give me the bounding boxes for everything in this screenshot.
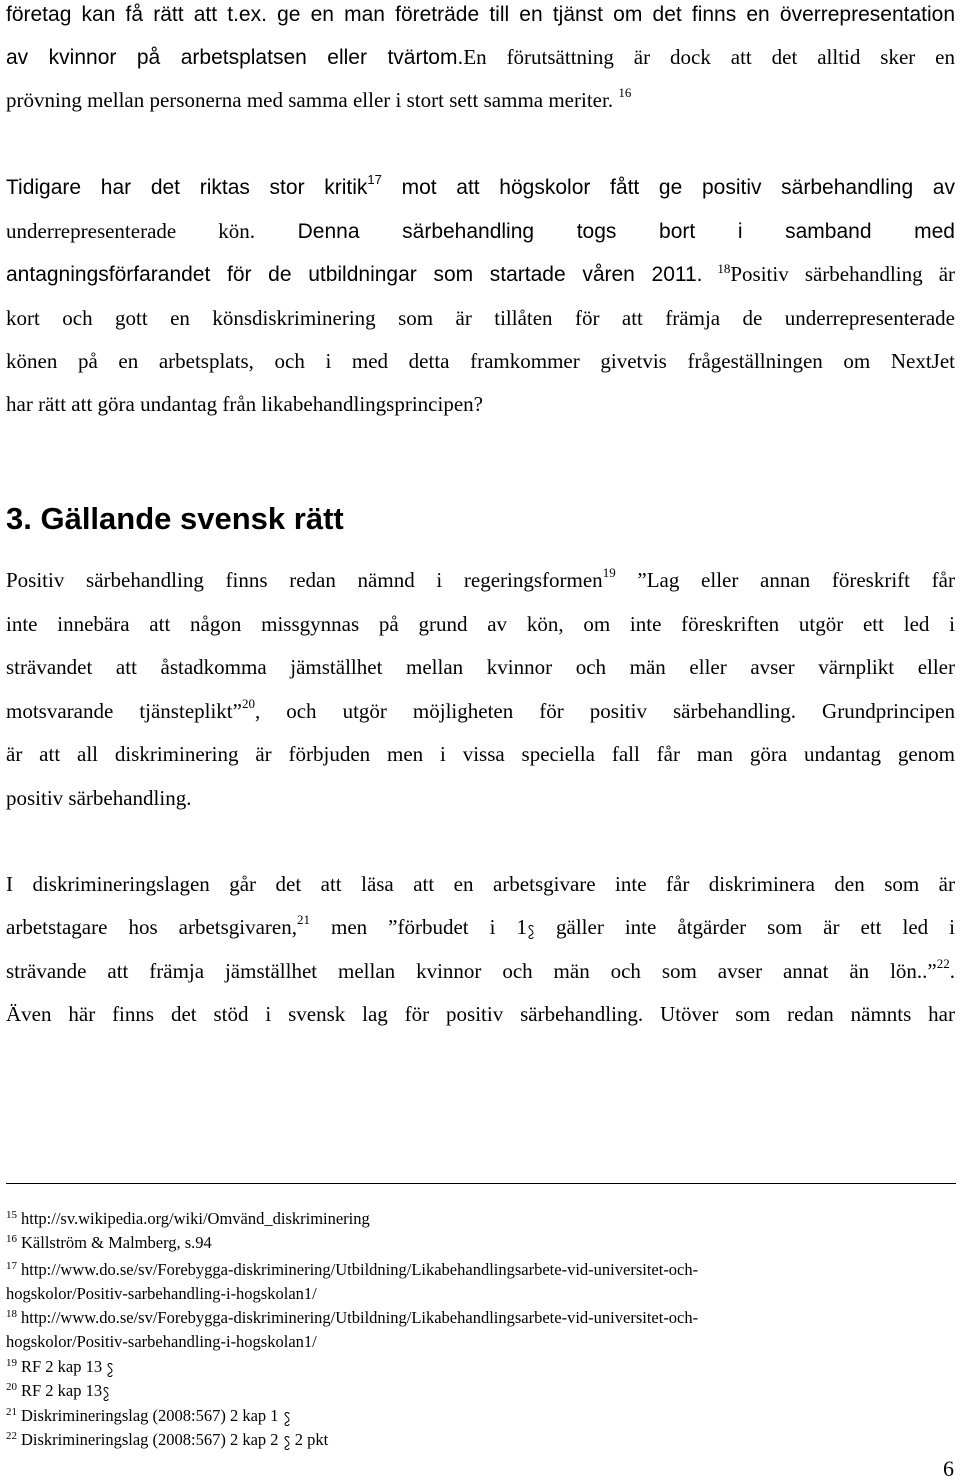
paragraph-line: Även här finns det stöd i svensk lag för positiv särbehandling. Utöver som redan nämnts har bbox=[6, 1002, 955, 1026]
paragraph-line: strävande att främja jämställhet mellan kvinnor och män och som avser annat än lön..”$^{22}$. bbox=[6, 956, 955, 983]
footnote: $^{17}$ http://www.do.se/sv/Forebygga-diskriminering/Utbildning/Likabehandlingsarbete-vid-universitet-och- bbox=[6, 1259, 699, 1279]
paragraph-line: motsvarande tjänsteplikt”$^{20}$, och utgör möjligheten för positiv särbehandling. Grundprincipen bbox=[6, 696, 955, 723]
text-serif: En förutsättning är dock att det alltid sker en bbox=[463, 45, 955, 69]
section-sign-icon bbox=[283, 1411, 291, 1425]
footnote-ref[interactable]: 16 bbox=[618, 85, 632, 100]
paragraph-line: inte innebära att någon missgynnas på grund av kön, om inte föreskriften utgör ett led i bbox=[6, 612, 955, 636]
footnote bbox=[6, 1334, 317, 1351]
footnote: $^{20}$ RF 2 kap 13 bbox=[6, 1382, 110, 1400]
footnote-link[interactable]: http://www.do.se/sv/Forebygga-diskriminering/Utbildning/Likabehandlingsarbete-vid-universitet-och- bbox=[21, 1308, 699, 1327]
paragraph-line: Positiv särbehandling finns redan nämnd i regeringsformen$^{19}$ ”Lag eller annan föreskrift får bbox=[6, 565, 955, 592]
paragraph-line: Tidigare har det riktas stor kritik$^{17}$ mot att högskolor fått ge positiv särbehandling av bbox=[6, 172, 955, 199]
footnote: $^{18}$ http://www.do.se/sv/Forebygga-diskriminering/Utbildning/Likabehandlingsarbete-vid-universitet-och- bbox=[6, 1307, 699, 1327]
section-sign-icon bbox=[527, 924, 535, 938]
footnote: $^{21}$ Diskrimineringslag (2008:567) 2 kap 1 bbox=[6, 1407, 291, 1425]
footnote bbox=[6, 1286, 317, 1303]
paragraph-line: prövning mellan personerna med samma eller i stort sett samma meriter. $^{16}$ bbox=[6, 85, 632, 112]
footnote-separator bbox=[6, 1183, 956, 1184]
footnote-link[interactable]: hogskolor/Positiv-sarbehandling-i-hogskolan1/ bbox=[6, 1284, 317, 1303]
paragraph-line: kort och gott en könsdiskriminering som är tillåten för att främja de underrepresenterade bbox=[6, 306, 955, 330]
section-sign-icon bbox=[106, 1362, 114, 1376]
paragraph-line: strävandet att åstadkomma jämställhet mellan kvinnor och män eller avser värnplikt eller bbox=[6, 655, 955, 679]
footnote: $^{16}$ Källström & Malmberg, s.94 bbox=[6, 1232, 212, 1252]
footnote-link[interactable]: http://www.do.se/sv/Forebygga-diskriminering/Utbildning/Likabehandlingsarbete-vid-universitet-och- bbox=[21, 1260, 699, 1279]
paragraph-line: positiv särbehandling. bbox=[6, 786, 192, 810]
paragraph-line: arbetstagare hos arbetsgivaren,$^{21}$ men ”förbudet i 1 gäller inte åtgärder som är ett led i bbox=[6, 912, 955, 939]
page-number: 6 bbox=[943, 1456, 954, 1481]
footnote: $^{15}$ http://sv.wikipedia.org/wiki/Omvänd_diskriminering bbox=[6, 1208, 370, 1228]
paragraph-line: underrepresenterade kön. Denna särbehandling togs bort i samband med bbox=[6, 219, 955, 243]
footnote-ref[interactable]: 20 bbox=[241, 696, 255, 711]
paragraph-line: företag kan få rätt att t.ex. ge en man företräde till en tjänst om det finns en överrepresentation bbox=[6, 3, 955, 26]
section-sign-icon bbox=[283, 1435, 291, 1449]
paragraph-line: är att all diskriminering är förbjuden men i vissa speciella fall får man göra undantag genom bbox=[6, 742, 955, 766]
paragraph-line: antagningsförfarandet för de utbildningar som startade våren 2011. $^{18}$Positiv särbehandling är bbox=[6, 260, 956, 286]
section-heading: 3. Gällande svensk rätt bbox=[6, 501, 344, 536]
section-sign-icon bbox=[102, 1386, 110, 1400]
footnote-ref[interactable]: 17 bbox=[367, 172, 382, 187]
paragraph-line: av kvinnor på arbetsplatsen eller tvärtom.En förutsättning är dock att det alltid sker en bbox=[6, 45, 955, 69]
footnote-ref[interactable]: 21 bbox=[297, 912, 310, 927]
footnote-ref[interactable]: 19 bbox=[602, 565, 616, 580]
footnote: $^{19}$ RF 2 kap 13 bbox=[6, 1358, 114, 1376]
footnote-ref[interactable]: 22 bbox=[936, 956, 950, 971]
paragraph-line: I diskrimineringslagen går det att läsa att en arbetsgivare inte får diskriminera den som är bbox=[6, 872, 955, 896]
footnote: $^{22}$ Diskrimineringslag (2008:567) 2 kap 2 2 pkt bbox=[6, 1429, 329, 1449]
footnote-link[interactable]: hogskolor/Positiv-sarbehandling-i-hogskolan1/ bbox=[6, 1332, 317, 1351]
footnote-link[interactable]: http://sv.wikipedia.org/wiki/Omvänd_diskriminering bbox=[21, 1209, 370, 1228]
footnote-ref[interactable]: 18 bbox=[717, 260, 731, 276]
paragraph-line: könen på en arbetsplats, och i med detta framkommer givetvis frågeställningen om NextJet bbox=[6, 349, 955, 373]
paragraph-line: har rätt att göra undantag från likabehandlingsprincipen? bbox=[6, 392, 483, 416]
